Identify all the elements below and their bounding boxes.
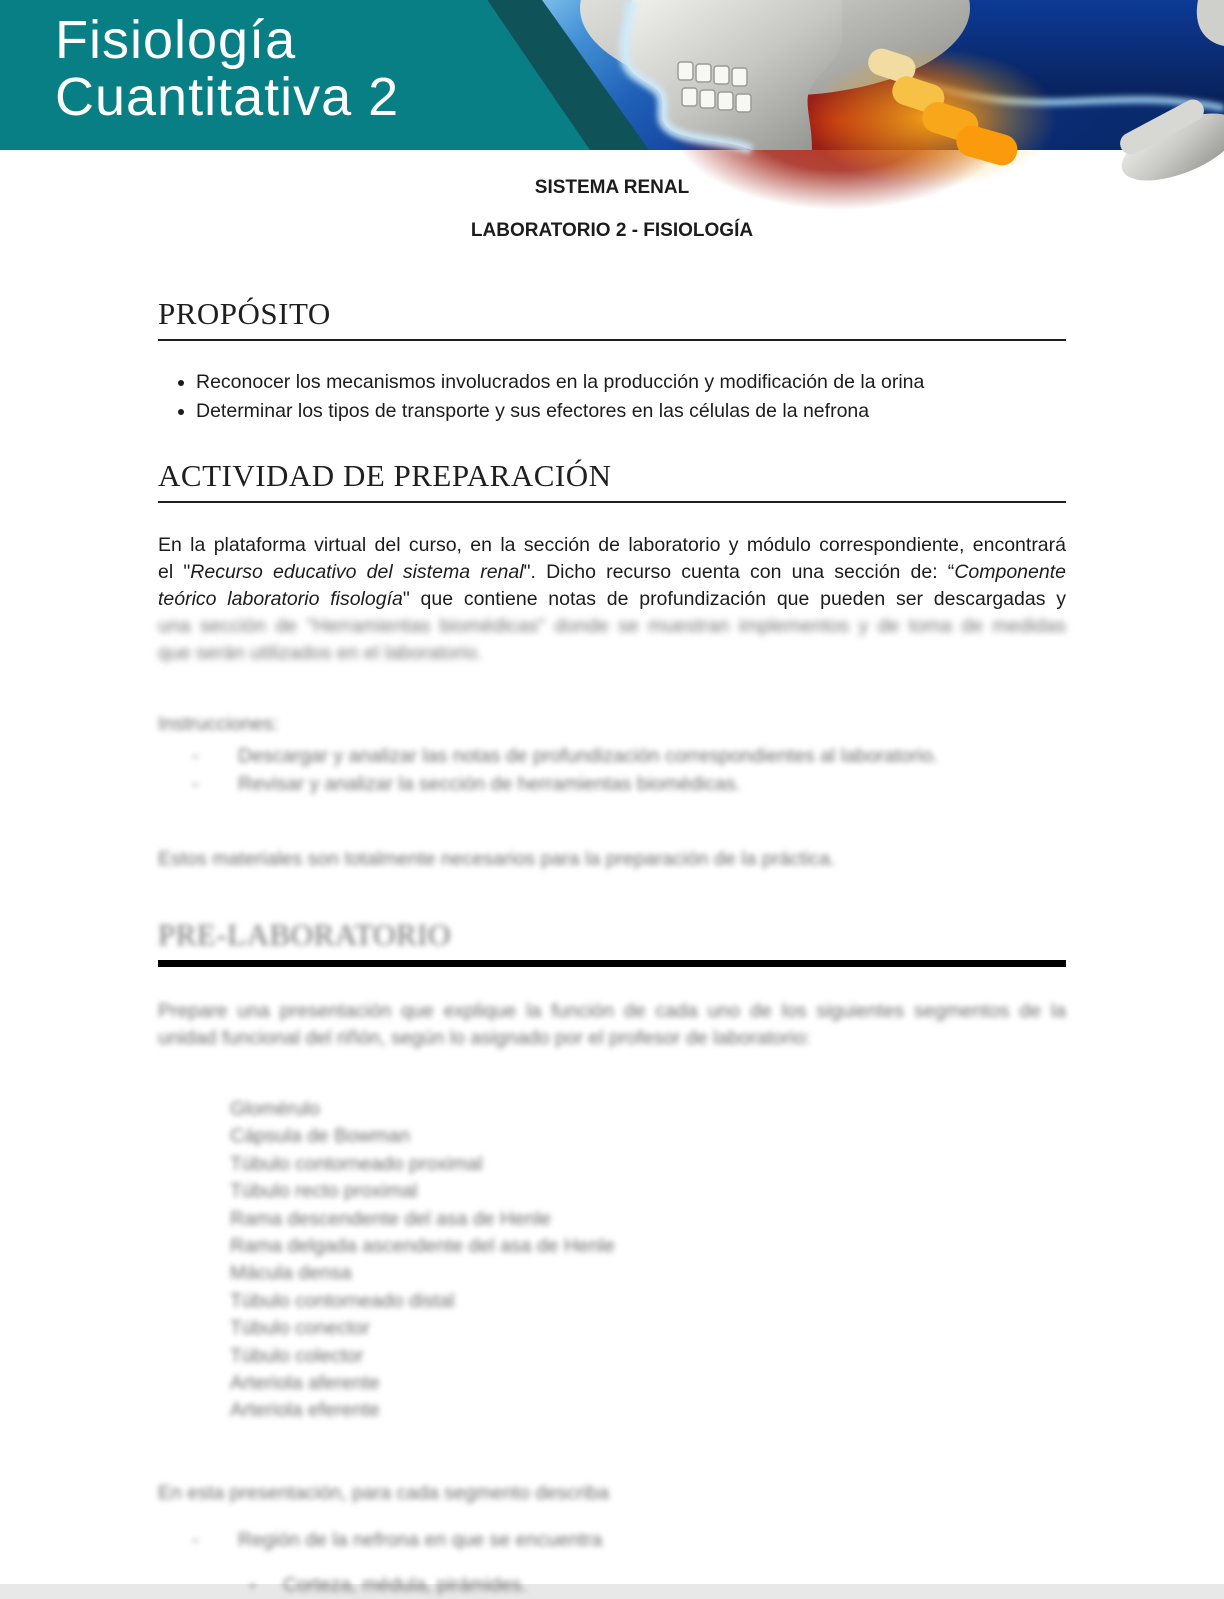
paragraph-line-blurred: que serán utilizados en el laboratorio. bbox=[158, 642, 483, 664]
prelab-intro bbox=[158, 998, 1066, 1052]
list-item: Glomérulo bbox=[230, 1098, 320, 1120]
proposito-bullet-list bbox=[158, 372, 1066, 422]
course-title-line2: Cuantitativa 2 bbox=[55, 67, 400, 127]
list-item: Túbulo colector bbox=[230, 1344, 364, 1367]
doc-subtitle: LABORATORIO 2 - FISIOLOGÍA bbox=[470, 220, 754, 241]
list-item: Túbulo contorneado distal bbox=[230, 1289, 455, 1312]
paragraph-line-blurred: unidad funcional del riñón, según lo asignado por el profesor de laboratorio: bbox=[158, 1027, 811, 1049]
paragraph-line-blurred: una sección de "Herramientas biomédicas" donde se muestran implementos y de toma de medidas bbox=[158, 615, 1066, 637]
list-item: Túbulo recto proximal bbox=[230, 1180, 418, 1203]
paragraph-line: En la plataforma virtual del curso, en la sección de laboratorio y módulo correspondiente, encontrará bbox=[158, 534, 1066, 556]
dash-marker: - bbox=[192, 745, 199, 767]
actividad-heading: ACTIVIDAD DE PREPARACIÓN bbox=[158, 458, 1066, 503]
nephron-segment-list bbox=[230, 1096, 1066, 1425]
list-item: Túbulo contorneado proximal bbox=[230, 1152, 483, 1175]
document-content bbox=[0, 177, 1224, 1599]
course-title bbox=[55, 12, 399, 126]
paragraph-line-blurred: Prepare una presentación que explique la función de cada uno de los siguientes segmentos de la bbox=[158, 1000, 1066, 1022]
bullet-item: • Determinar los tipos de transporte y sus efectores en las células de la nefrona bbox=[196, 401, 1066, 422]
paragraph-line: teórico laboratorio fisología" que contiene notas de profundización que pueden ser descargadas y bbox=[158, 588, 1066, 610]
instruction-item: - Descargar y analizar las notas de profundización correspondientes al laboratorio. bbox=[192, 742, 1066, 770]
dot-marker: • bbox=[250, 1576, 255, 1593]
instruction-item: - Revisar y analizar la sección de herramientas biomédicas. bbox=[192, 770, 1066, 798]
list-item: Arteriola eferente bbox=[230, 1399, 380, 1422]
list-item: Arteriola aferente bbox=[230, 1372, 380, 1395]
bullet-item: • Reconocer los mecanismos involucrados en la producción y modificación de la orina bbox=[196, 372, 1066, 393]
actividad-paragraph bbox=[158, 532, 1066, 667]
paragraph-line: el "Recurso educativo del sistema renal". Dicho recurso cuenta con una sección de: “Componente bbox=[158, 561, 1066, 583]
materials-note: Estos materiales son totalmente necesarios para la preparación de la práctica. bbox=[158, 848, 836, 870]
prelab-outro: En esta presentación, para cada segmento describa bbox=[158, 1481, 609, 1504]
list-item: Cápsula de Bowman bbox=[230, 1125, 410, 1148]
dash-marker: - bbox=[192, 1528, 199, 1551]
list-item: Rama descendente del asa de Henle bbox=[230, 1207, 551, 1230]
list-item: Rama delgada ascendente del asa de Henle bbox=[230, 1235, 615, 1258]
instructions-list bbox=[158, 742, 1066, 798]
instructions-label: Instrucciones: bbox=[158, 713, 279, 735]
dash-marker: - bbox=[192, 773, 199, 795]
course-banner bbox=[0, 0, 1224, 150]
proposito-heading: PROPÓSITO bbox=[158, 296, 1066, 341]
prelab-heading: PRE-LABORATORIO bbox=[158, 917, 1066, 967]
doc-title: SISTEMA RENAL bbox=[534, 177, 690, 198]
course-title-line1: Fisiología bbox=[55, 10, 297, 70]
list-item: Túbulo conector bbox=[230, 1317, 370, 1340]
prelab-sub-item: • Corteza, médula, pirámides. bbox=[250, 1571, 1066, 1599]
prelab-dash-item: - Región de la nefrona en que se encuentra bbox=[192, 1526, 1066, 1554]
list-item: Mácula densa bbox=[230, 1262, 352, 1285]
